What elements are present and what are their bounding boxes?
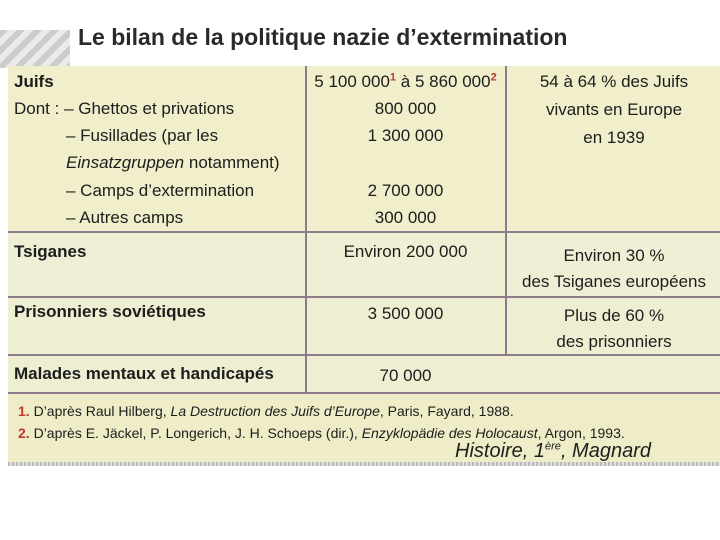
sub-label-fusillades: – Fusillades (par les [66, 126, 219, 145]
column-divider [305, 66, 307, 394]
row-label-juifs: Juifs [14, 72, 54, 91]
juifs-percentage-line1: 54 à 64 % des Juifs [539, 72, 689, 91]
decorative-stripe [0, 30, 70, 68]
prisonniers-percentage-line1: Plus de 60 % [563, 306, 665, 325]
prisonniers-value: 3 500 000 [367, 304, 444, 323]
footnotes [18, 400, 625, 444]
juifs-total: 5 100 $000^1$ à 5 860 $000^2$ [314, 71, 497, 91]
sub-label-autres-camps: – Autres camps [66, 208, 184, 227]
sub-value-ghettos: 800 000 [374, 99, 437, 118]
column-divider [505, 66, 507, 356]
sub-label-einsatzgruppen: Einsatzgruppen notamment) [66, 153, 280, 172]
tsiganes-value: Environ 200 000 [343, 242, 468, 261]
sub-label-camps-extermination: – Camps d’extermination [66, 181, 255, 200]
source-credit: Histoire, 1ère, Magnard [455, 440, 651, 462]
page-title: Le bilan de la politique nazie d’extermination [78, 24, 568, 50]
row-label-malades: Malades mentaux et handicapés [14, 364, 274, 383]
row-label-tsiganes: Tsiganes [14, 242, 87, 261]
sub-value-autres-camps: 300 000 [374, 208, 437, 227]
tsiganes-percentage-line2: des Tsiganes européens [522, 272, 706, 291]
sub-value-fusillades: 1 300 000 [367, 126, 444, 145]
juifs-percentage-line3: en 1939 [583, 128, 645, 147]
sub-value-camps-extermination: 2 700 000 [367, 181, 444, 200]
prisonniers-percentage-line2: des prisonniers [556, 332, 672, 351]
sub-label-ghettos: Dont : – Ghettos et privations [14, 99, 235, 118]
footnote-1: 1. D’après Raul Hilberg, La Destruction des Juifs d’Europe, Paris, Fayard, 1988. [18, 403, 514, 419]
tsiganes-percentage-line1: Environ 30 % [563, 246, 665, 265]
juifs-percentage-line2: vivants en Europe [545, 100, 683, 119]
bottom-border [8, 462, 720, 466]
row-label-prisonniers: Prisonniers soviétiques [14, 302, 206, 321]
malades-value: 70 000 [379, 366, 432, 385]
footnote-2: 2. D’après E. Jäckel, P. Longerich, J. H. Schoeps (dir.), Enzyklopädie des Holocaust, Argon, 1993. [18, 425, 625, 441]
